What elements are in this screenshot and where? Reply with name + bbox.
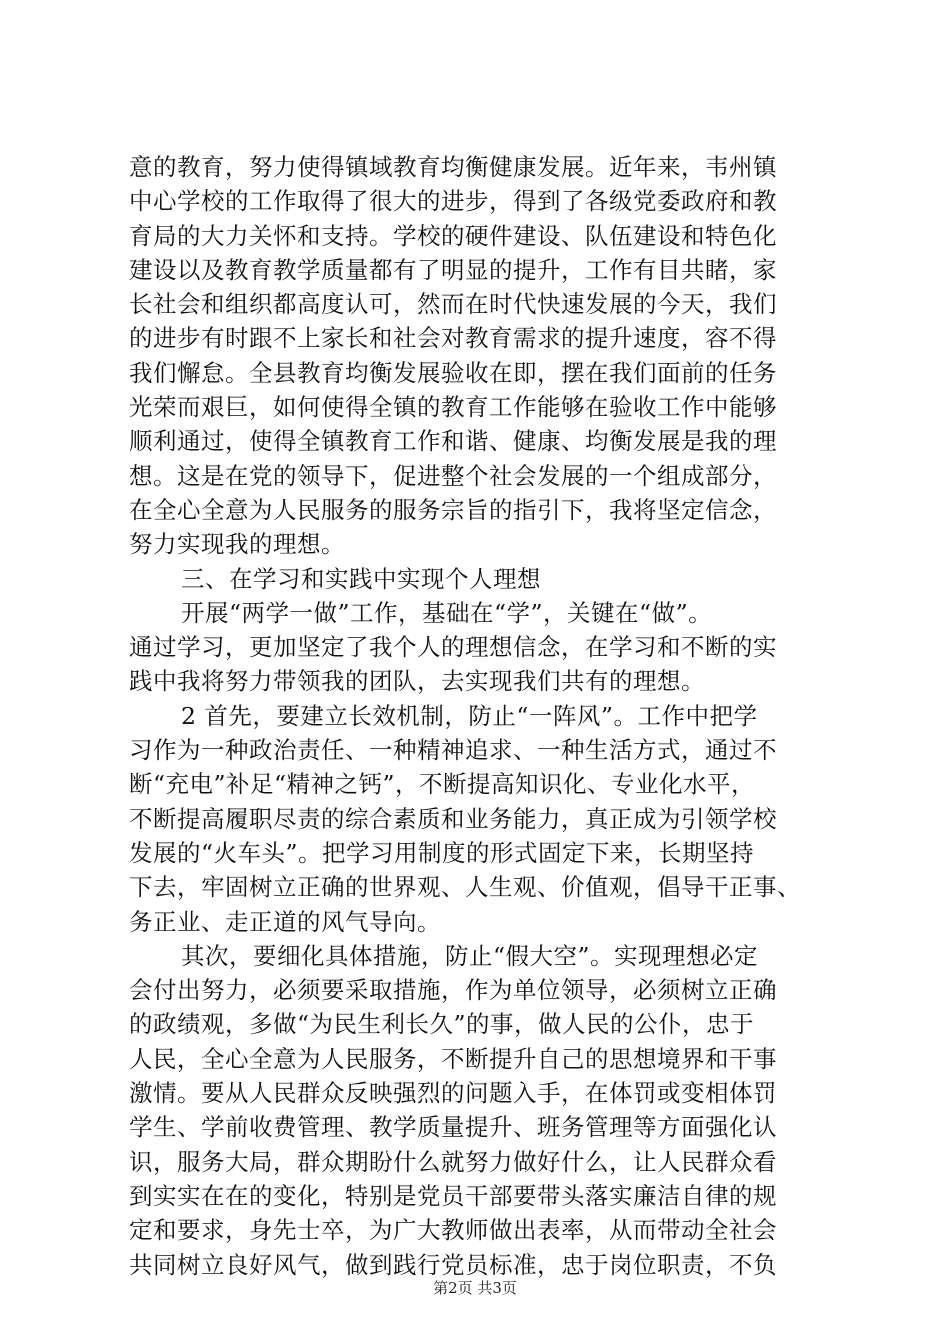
- text-line: 践中我将努力带领我的团队，去实现我们共有的理想。: [129, 667, 705, 696]
- text-line: 在全心全意为人民服务的服务宗旨的指引下，我将坚定信念，: [129, 495, 777, 524]
- text-line: 光荣而艰巨，如何使得全镇的教育工作能够在验收工作中能够: [129, 393, 777, 422]
- text-line: 三、在学习和实践中实现个人理想: [181, 564, 541, 593]
- text-line: 识，服务大局，群众期盼什么就努力做好什么，让人民群众看: [129, 1147, 777, 1176]
- text-line: 长社会和组织都高度认可，然而在时代快速发展的今天，我们: [129, 290, 777, 319]
- text-line: 发展的“火车头”。把学习用制度的形式固定下来，长期坚持: [129, 838, 755, 867]
- text-line: 学生、学前收费管理、教学质量提升、班务管理等方面强化认: [129, 1113, 777, 1142]
- text-line: 我们懈怠。全县教育均衡发展验收在即，摆在我们面前的任务: [129, 358, 777, 387]
- page-footer: 第2页 共3页: [433, 1279, 517, 1297]
- text-line: 顺利通过，使得全镇教育工作和谐、健康、均衡发展是我的理: [129, 427, 777, 456]
- text-line: 育局的大力关怀和支持。学校的硬件建设、队伍建设和特色化: [129, 221, 777, 250]
- text-line: 2 首先，要建立长效机制，防止“一阵风”。工作中把学: [181, 701, 758, 730]
- text-line: 共同树立良好风气，做到践行党员标准，忠于岗位职责，不负: [129, 1250, 777, 1279]
- text-line: 到实实在在的变化，特别是党员干部要带头落实廉洁自律的规: [129, 1181, 777, 1210]
- text-line: 定和要求，身先士卒，为广大教师做出表率，从而带动全社会: [129, 1216, 777, 1245]
- document-body: [129, 150, 841, 1282]
- text-line: 中心学校的工作取得了很大的进步，得到了各级党委政府和教: [129, 187, 777, 216]
- text-line: 断“充电”补足“精神之钙”，不断提高知识化、专业化水平，: [129, 770, 756, 799]
- text-line: 习作为一种政治责任、一种精神追求、一种生活方式，通过不: [129, 736, 777, 765]
- text-line: 开展“两学一做”工作，基础在“学”，关键在“做”。: [181, 598, 713, 627]
- text-line: 建设以及教育教学质量都有了明显的提升，工作有目共睹，家: [129, 255, 777, 284]
- text-line: 努力实现我的理想。: [129, 530, 345, 559]
- text-line: 激情。要从人民群众反映强烈的问题入手，在体罚或变相体罚: [129, 1079, 777, 1108]
- text-line: 想。这是在党的领导下，促进整个社会发展的一个组成部分，: [129, 461, 777, 490]
- text-line: 不断提高履职尽责的综合素质和业务能力，真正成为引领学校: [129, 804, 777, 833]
- text-line: 意的教育，努力使得镇域教育均衡健康发展。近年来，韦州镇: [129, 153, 777, 181]
- text-line: 的政绩观，多做“为民生利长久”的事，做人民的公仆，忠于: [129, 1010, 755, 1039]
- text-line: 人民，全心全意为人民服务，不断提升自己的思想境界和干事: [129, 1044, 777, 1073]
- text-line: 的进步有时跟不上家长和社会对教育需求的提升速度，容不得: [129, 324, 777, 353]
- text-line: 务正业、走正道的风气导向。: [129, 907, 441, 936]
- text-line: 下去，牢固树立正确的世界观、人生观、价值观，倡导干正事、: [129, 873, 801, 902]
- text-line: 其次，要细化具体措施，防止“假大空”。实现理想必定: [181, 941, 759, 970]
- text-line: 通过学习，更加坚定了我个人的理想信念，在学习和不断的实: [129, 633, 777, 662]
- text-line: 会付出努力，必须要采取措施，作为单位领导，必须树立正确: [129, 976, 777, 1005]
